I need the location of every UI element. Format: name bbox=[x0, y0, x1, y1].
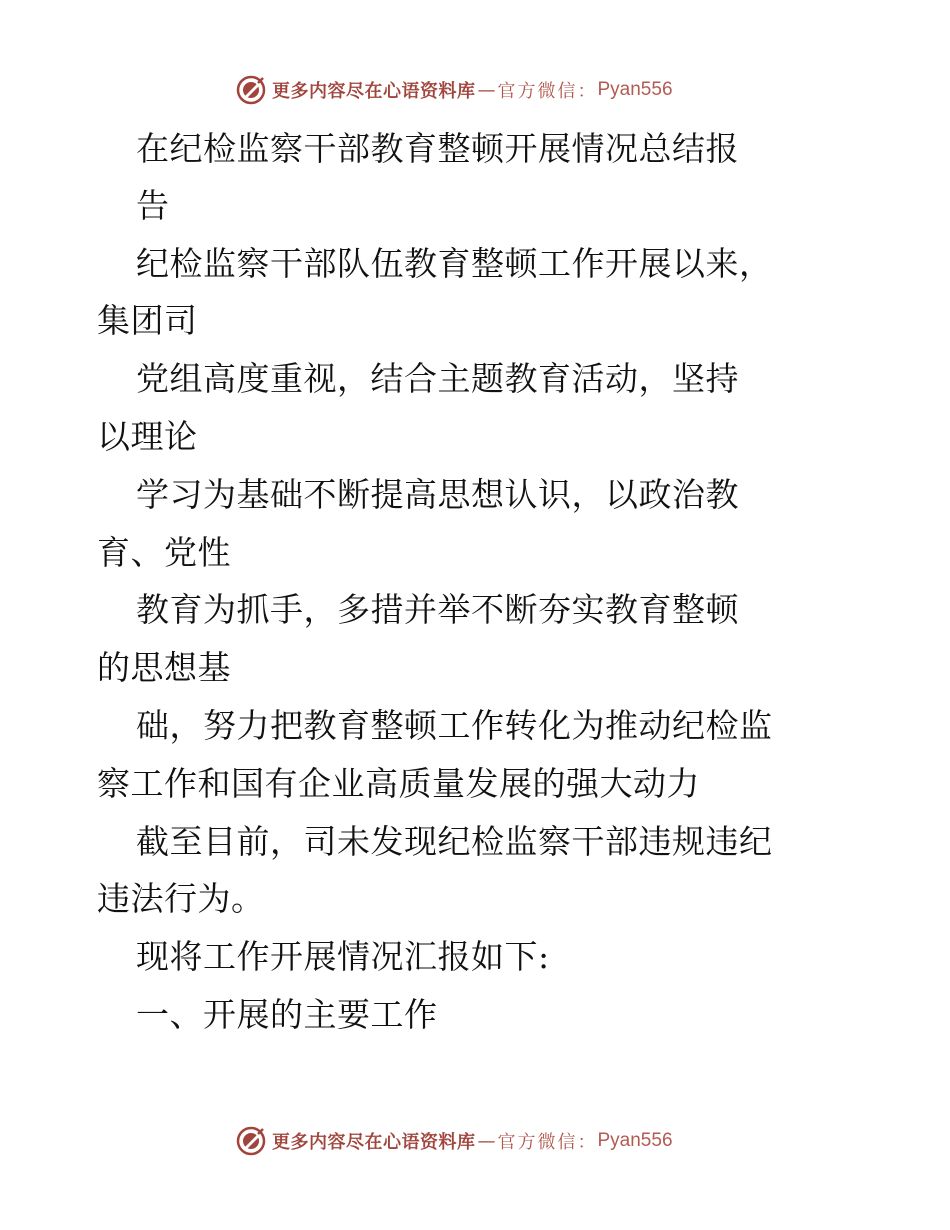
title-part-2: 告 bbox=[136, 186, 170, 225]
paragraph-1-line-9 bbox=[136, 706, 773, 746]
document-title-line-1 bbox=[136, 129, 739, 169]
paragraph-1-part: 集团司 bbox=[97, 301, 198, 340]
watermark-brand: 更多内容尽在心语资料库 bbox=[272, 81, 476, 102]
paragraph-2-part: 截至目前，司未发现纪检监察干部违规违纪 bbox=[136, 822, 773, 861]
paragraph-1-part: 育、党性 bbox=[97, 533, 231, 572]
watermark-wechat-id: Pyan556 bbox=[597, 1130, 673, 1151]
paragraph-3: 现将工作开展情况汇报如下: bbox=[136, 937, 550, 976]
paragraph-1-line-8 bbox=[97, 648, 231, 688]
paragraph-1-line-4 bbox=[97, 417, 198, 457]
paragraph-1-line-7 bbox=[136, 590, 739, 630]
section-heading: 一、开展的主要工作 bbox=[136, 995, 438, 1034]
paragraph-1-line-6 bbox=[97, 533, 231, 573]
paragraph-1-part: 党组高度重视，结合主题教育活动，坚持 bbox=[136, 359, 739, 398]
watermark-official-label: 官方微信： bbox=[497, 81, 598, 102]
watermark-official-label: 官方微信： bbox=[497, 1132, 598, 1153]
paragraph-2-line-1 bbox=[136, 822, 773, 862]
paragraph-1-line-1 bbox=[136, 244, 773, 284]
watermark-banner-bottom bbox=[236, 1124, 673, 1158]
paragraph-1-part: 学习为基础不断提高思想认识，以政治教 bbox=[136, 475, 739, 514]
paragraph-1-part: 纪检监察干部队伍教育整顿工作开展以来， bbox=[136, 244, 773, 283]
document-title-line-2 bbox=[136, 186, 170, 226]
title-part-1: 在纪检监察干部教育整顿开展情况总结报 bbox=[136, 129, 739, 168]
paragraph-1-part: 察工作和国有企业高质量发展的强大动力 bbox=[97, 764, 700, 803]
paragraph-1-part: 的思想基 bbox=[97, 648, 231, 687]
paragraph-1-part: 教育为抓手，多措并举不断夯实教育整顿 bbox=[136, 590, 739, 629]
paragraph-1-line-10 bbox=[97, 764, 700, 804]
watermark-brand: 更多内容尽在心语资料库 bbox=[272, 1132, 476, 1153]
paragraph-1-part: 以理论 bbox=[97, 417, 198, 456]
paragraph-1-part: 础，努力把教育整顿工作转化为推动纪检监 bbox=[136, 706, 773, 745]
paragraph-2-part: 违法行为。 bbox=[97, 879, 265, 918]
quill-logo-icon bbox=[236, 1126, 266, 1156]
watermark-dash: — bbox=[477, 1130, 496, 1152]
paragraph-1-line-3 bbox=[136, 359, 739, 399]
watermark-dash: — bbox=[477, 79, 496, 101]
watermark-wechat-id: Pyan556 bbox=[597, 79, 673, 100]
paragraph-1-line-2 bbox=[97, 301, 198, 341]
paragraph-2-line-2 bbox=[97, 879, 265, 919]
paragraph-1-line-5 bbox=[136, 475, 739, 515]
